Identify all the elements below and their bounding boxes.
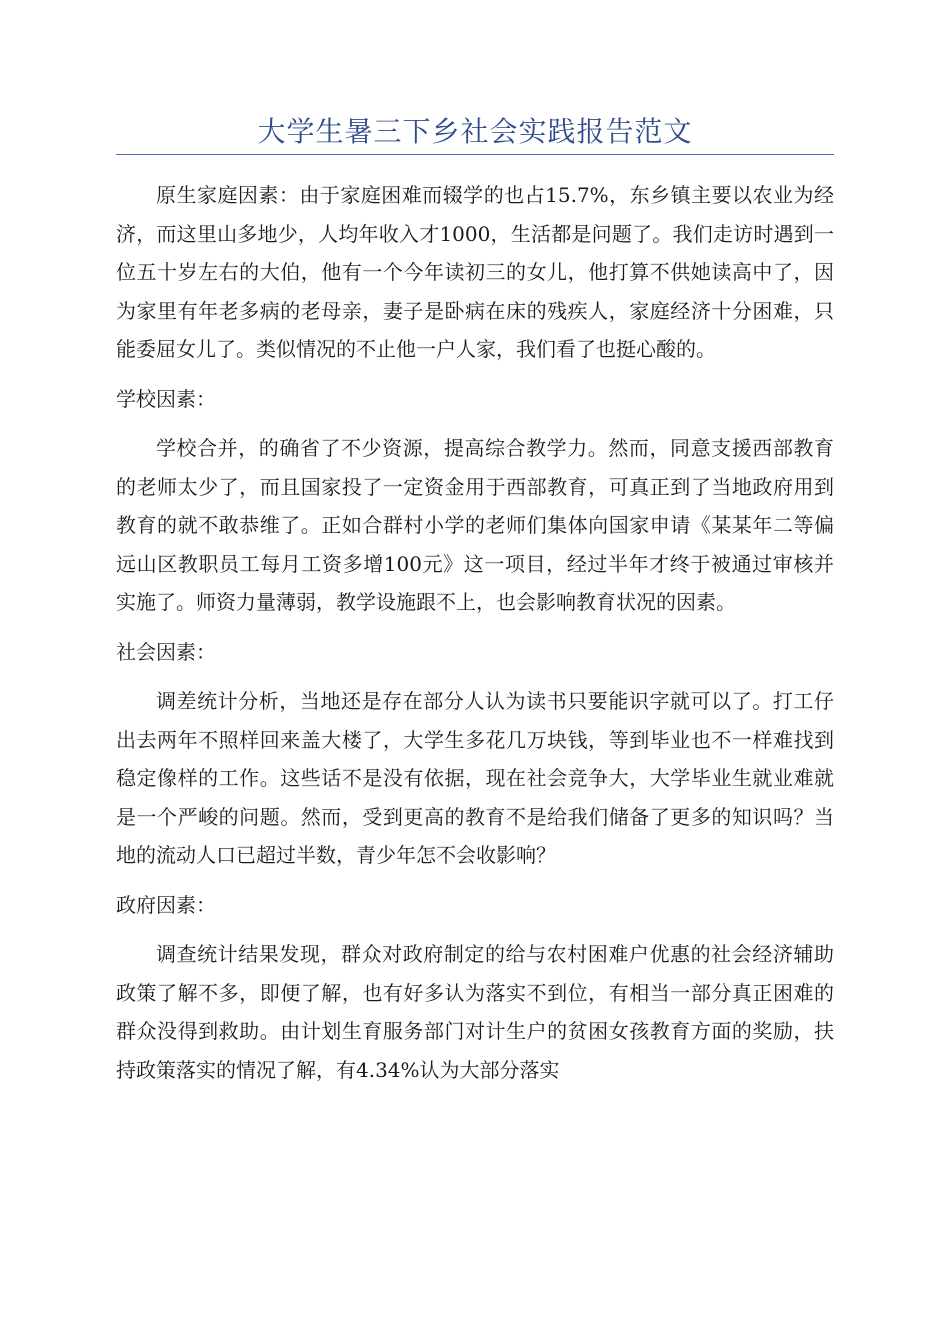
paragraph-government-factors: 调查统计结果发现，群众对政府制定的给与农村困难户优惠的社会经济辅助政策了解不多，即便了解，也有好多认为落实不到位，有相当一部分真正困难的群众没得到救助。由计划生育服务部门对计生户的贫困女孩教育方面的奖励，扶持政策落实的情况了解，有4.34%认为大部分落实 <box>116 942 834 1082</box>
heading-social-factors: 社会因素： <box>116 639 216 664</box>
paragraph-social-factors: 调差统计分析，当地还是存在部分人认为读书只要能识字就可以了。打工仔出去两年不照样回来盖大楼了，大学生多花几万块钱，等到毕业也不一样难找到稳定像样的工作。这些话不是没有依据，现在社会竞争大，大学毕业生就业难就是一个严峻的问题。然而，受到更高的教育不是给我们储备了更多的知识吗？当地的流动人口已超过半数，青少年怎不会收影响？ <box>116 689 834 867</box>
heading-government-factors: 政府因素： <box>116 892 216 917</box>
paragraph-family-factors: 原生家庭因素：由于家庭困难而辍学的也占15.7%，东乡镇主要以农业为经济，而这里山多地少，人均年收入才1000，生活都是问题了。我们走访时遇到一位五十岁左右的大伯，他有一个今年读初三的女儿，他打算不供她读高中了，因为家里有年老多病的老母亲，妻子是卧病在床的残疾人，家庭经济十分困难，只能委屈女儿了。类似情况的不止他一户人家，我们看了也挺心酸的。 <box>116 183 834 361</box>
paragraph-school-factors: 学校合并，的确省了不少资源，提高综合教学力。然而，同意支援西部教育的老师太少了，而且国家投了一定资金用于西部教育，可真正到了当地政府用到教育的就不敢恭维了。正如合群村小学的老师们集体向国家申请《某某年二等偏远山区教职员工每月工资多增100元》这一项目，经过半年才终于被通过审核并实施了。师资力量薄弱，教学设施跟不上，也会影响教育状况的因素。 <box>116 436 834 614</box>
document-body <box>116 176 834 1100</box>
document-title: 大学生暑三下乡社会实践报告范文 <box>257 115 693 148</box>
heading-school-factors: 学校因素： <box>116 386 216 411</box>
title-underline <box>116 154 834 155</box>
